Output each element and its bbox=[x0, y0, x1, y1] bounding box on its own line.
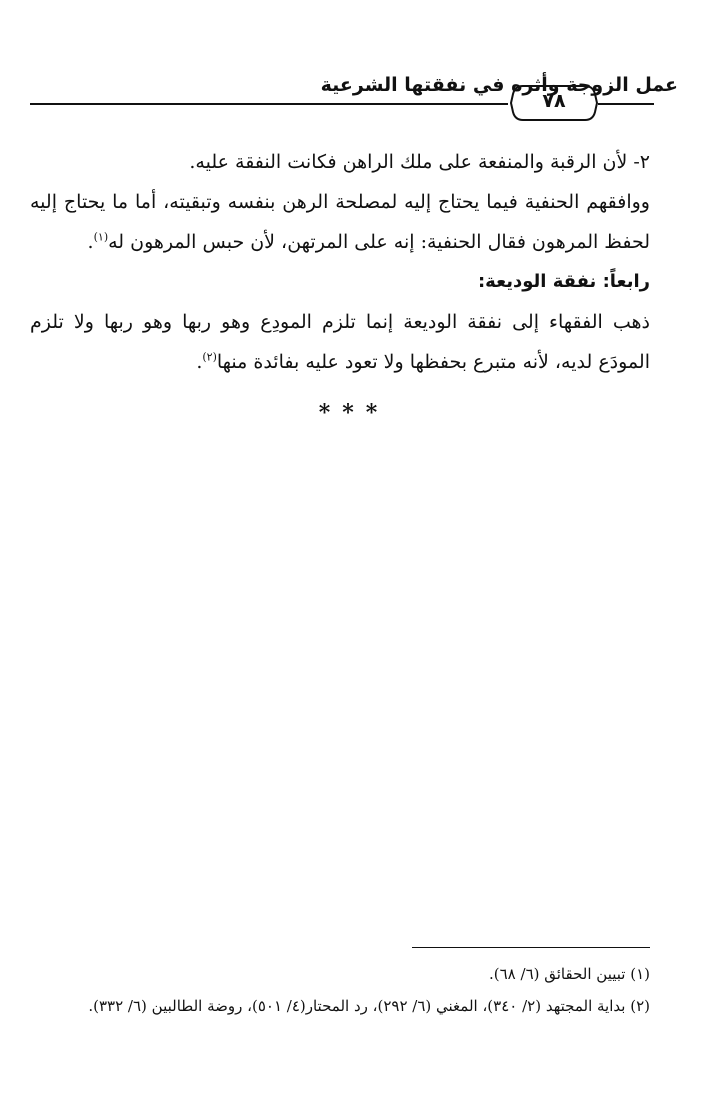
paragraph-3-end: . bbox=[196, 351, 203, 373]
body-text bbox=[30, 142, 650, 382]
footnote-2: (٢) بداية المجتهد (٢/ ٣٤٠)، المغني (٦/ ٢٩٢)، رد المحتار(٤/ ٥٠١)، روضة الطالبين (٦/ ٣٣٢). bbox=[88, 997, 650, 1015]
footnote-ref-2[interactable]: (٢) bbox=[202, 350, 217, 364]
paragraph-3-text: ذهب الفقهاء إلى نفقة الوديعة إنما تلزم المودِع وهو ربها وهو ربها ولا تلزم المودَع لديه، لأنه متبرع بحفظها ولا تعود عليه بفائدة منها bbox=[30, 311, 650, 373]
section-heading bbox=[30, 262, 650, 302]
footnote-ref-1[interactable]: (١) bbox=[93, 230, 109, 244]
footnote-1: (١) تبيين الحقائق (٦/ ٦٨). bbox=[488, 965, 650, 983]
paragraph-2-end: . bbox=[87, 231, 94, 253]
header-rule-right-segment bbox=[598, 103, 654, 105]
page-number: ٧٨ bbox=[542, 90, 566, 112]
section-heading-prefix: رابعاً: bbox=[602, 271, 650, 292]
running-title: عمل الزوجة وأثره في نفقتها الشرعية bbox=[320, 74, 678, 96]
paragraph-2 bbox=[30, 182, 650, 262]
paragraph-2-text: ووافقهم الحنفية فيما يحتاج إليه لمصلحة الرهن بنفسه وتبقيته، أما ما يحتاج إليه لحفظ المرهون فقال الحنفية: إنه على المرتهن، لأن حبس المرهون له bbox=[30, 191, 650, 253]
body-line-1: ٢- لأن الرقبة والمنفعة على ملك الراهن فكانت النفقة عليه. bbox=[189, 151, 650, 173]
page-number-badge bbox=[509, 84, 599, 122]
section-heading-title: نفقة الوديعة: bbox=[477, 271, 597, 292]
paragraph-3 bbox=[30, 302, 650, 382]
section-separator: *** bbox=[318, 400, 390, 426]
footnotes bbox=[30, 958, 650, 1022]
header-rule bbox=[30, 103, 508, 105]
footnote-rule bbox=[412, 947, 650, 948]
